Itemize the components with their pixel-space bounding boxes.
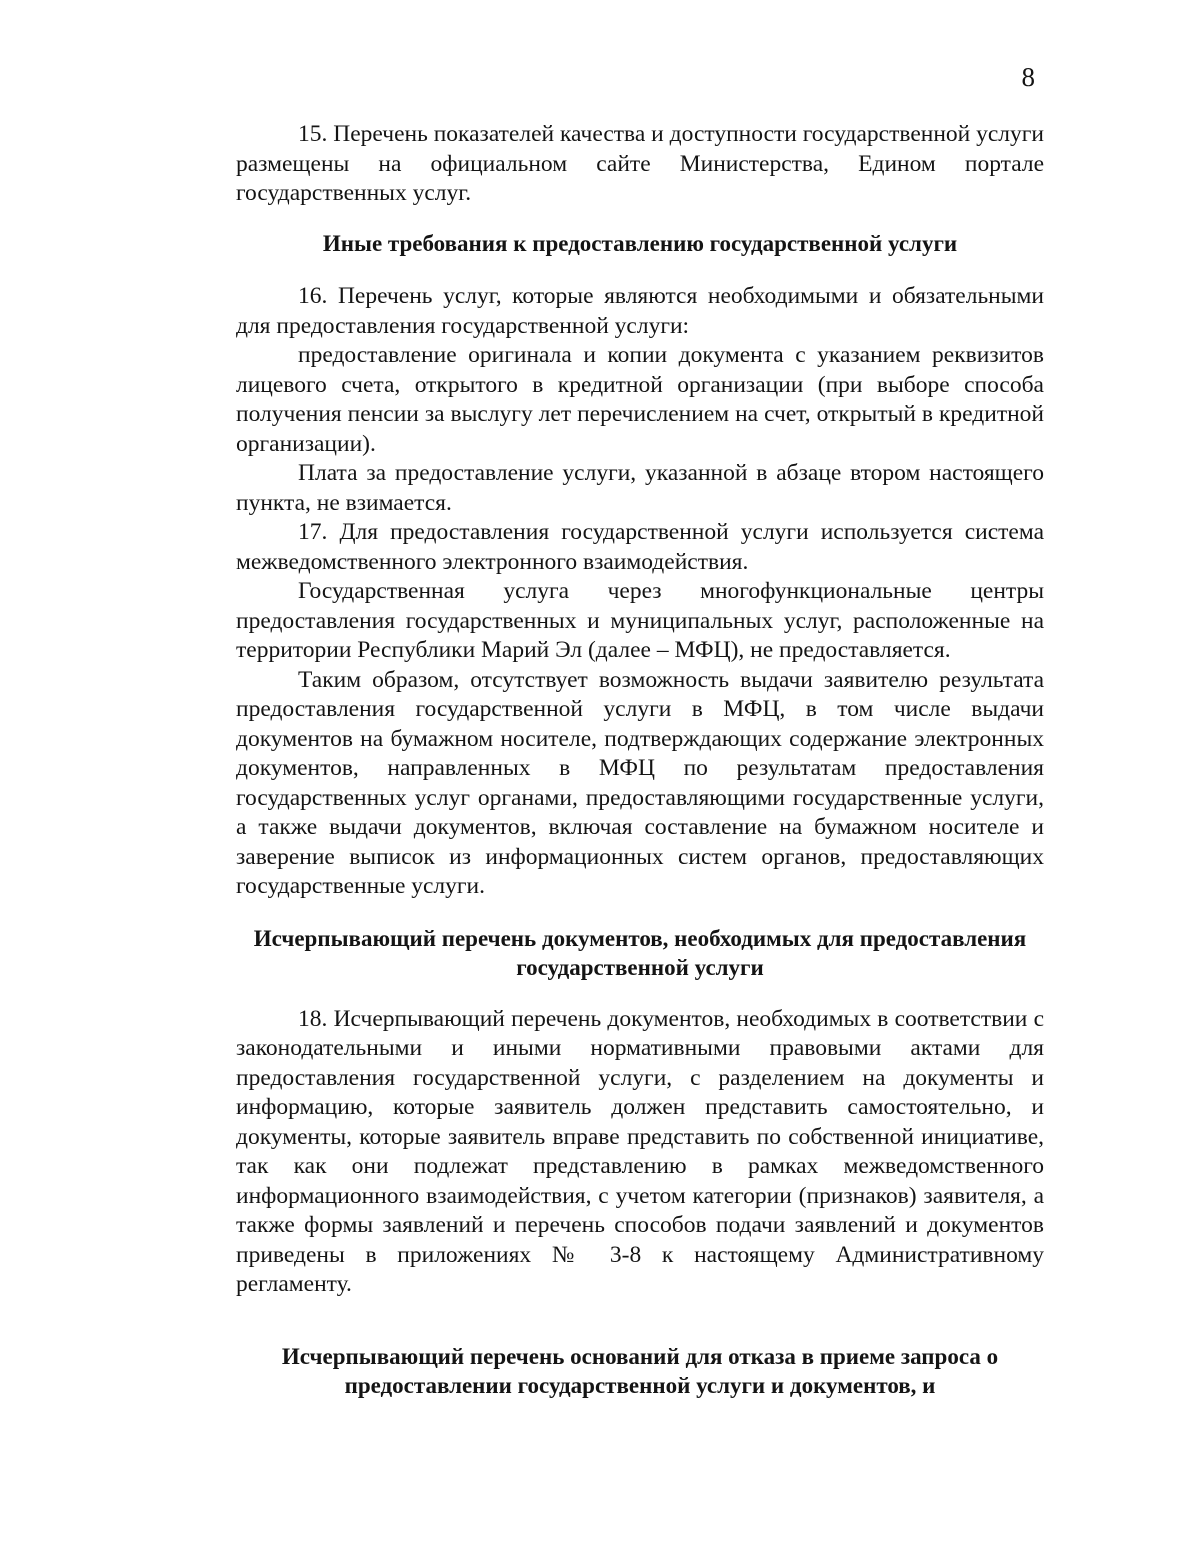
paragraph-17-consequence: Таким образом, отсутствует возможность выдачи заявителю результата предоставления государственной услуги в МФЦ, в том числе выдачи документов на бумажном носителе, подтверждающих содержание электронных документов, направленных в МФЦ по результатам предоставления государственных услуг органами, предоставляющими государственные услуги, а также выдачи документов, включая составление на бумажном носителе и заверение выписок из информационных систем органов, предоставляющих государственные услуги.	[236, 666, 1044, 899]
paragraph-15: 15. Перечень показателей качества и доступности государственной услуги размещены на официальном сайте Министерства, Едином портале государственных услуг.	[236, 121, 1044, 206]
paragraph-18: 18. Исчерпывающий перечень документов, необходимых в соответствии с законодательными и иными нормативными правовыми актами для предоставления государственной услуги, с разделением на документы и информацию, которые заявитель должен представить самостоятельно, и документы, которые заявитель вправе представить по собственной инициативе, так как они подлежат представлению в рамках межведомственного информационного взаимодействия, с учетом категории (признаков) заявителя, а также формы заявлений и перечень способов подачи заявлений и документов приведены в приложениях № 3-8 к настоящему Административному регламенту.	[236, 1005, 1044, 1297]
section-heading-other-requirements: Иные требования к предоставлению государственной услуги	[322, 230, 958, 256]
paragraph-16-item: предоставление оригинала и копии документа с указанием реквизитов лицевого счета, открытого в кредитной организации (при выборе способа получения пенсии за выслугу лет перечислением на счет, открытый в кредитной организации).	[236, 342, 1044, 457]
section-heading-documents-list: Исчерпывающий перечень документов, необходимых для предоставления государственной услуги	[253, 925, 1027, 980]
paragraph-16-fee: Плата за предоставление услуги, указанной в абзаце втором настоящего пункта, не взимается.	[236, 460, 1044, 516]
paragraph-16: 16. Перечень услуг, которые являются необходимыми и обязательными для предоставления государственной услуги:	[236, 283, 1044, 339]
section-heading-refusal-grounds: Исчерпывающий перечень оснований для отказа в приеме запроса о предоставлении государственной услуги и документов, и	[281, 1343, 999, 1398]
document-body	[236, 120, 1044, 1401]
page-number: 8	[1021, 62, 1035, 92]
paragraph-17-mfc: Государственная услуга через многофункциональные центры предоставления государственных и муниципальных услуг, расположенные на территории Республики Марий Эл (далее – МФЦ), не предоставляется.	[236, 578, 1044, 663]
paragraph-17: 17. Для предоставления государственной услуги используется система межведомственного электронного взаимодействия.	[236, 519, 1044, 575]
